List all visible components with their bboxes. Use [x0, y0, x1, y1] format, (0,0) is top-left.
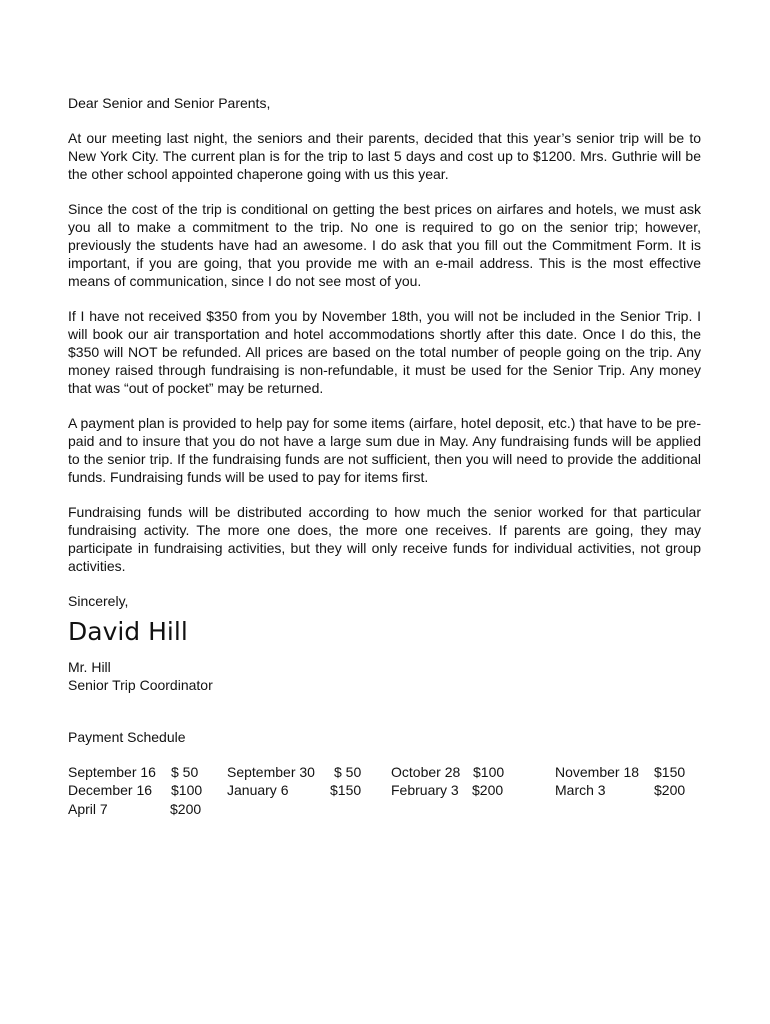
schedule-date: April 7: [68, 801, 108, 817]
schedule-amount: $150: [654, 764, 686, 780]
paragraph-5: Fundraising funds will be distributed according to how much the senior worked for that particular fundraising activity. The more one does, the more one receives. If parents are going, they may participate in fundraising activities, but they will only receive funds for individual activities, not group activities.: [68, 504, 701, 574]
signer-title: Senior Trip Coordinator: [68, 677, 213, 693]
schedule-amount: $ 50: [334, 764, 362, 780]
schedule-amount: $200: [170, 801, 202, 817]
payment-schedule-title: Payment Schedule: [68, 729, 186, 745]
schedule-date: December 16: [68, 782, 153, 798]
paragraph-1: At our meeting last night, the seniors and their parents, decided that this year’s senior trip will be to New York City. The current plan is for the trip to last 5 days and cost up to $1200. Mrs. Guthrie will be the other school appointed chaperone going with us this year.: [68, 130, 701, 182]
signer-name: Mr. Hill: [68, 659, 111, 675]
paragraph-2: Since the cost of the trip is conditional on getting the best prices on airfares and hotels, we must ask you all to make a commitment to the trip. No one is required to go on the senior trip; however, previously the students have had an awesome. I do ask that you fill out the Commitment Form. It is important, if you are going, that you provide me with an e-mail address. This is the most effective means of communication, since I do not see most of you.: [68, 201, 701, 289]
schedule-date: October 28: [391, 764, 461, 780]
schedule-amount: $200: [472, 782, 504, 798]
schedule-date: September 16: [68, 764, 156, 780]
letter-body: [68, 94, 701, 819]
payment-schedule-table: [68, 763, 701, 819]
paragraph-4: A payment plan is provided to help pay for some items (airfare, hotel deposit, etc.) that have to be pre-paid and to insure that you do not have a large sum due in May. Any fundraising funds will be applied to the senior trip. If the fundraising funds are not sufficient, then you will need to provide the additional funds. Fundraising funds will be used to pay for items first.: [68, 415, 701, 485]
closing: Sincerely,: [68, 593, 129, 609]
signature: David Hill: [68, 617, 188, 646]
schedule-amount: $200: [654, 782, 686, 798]
schedule-date: February 3: [391, 782, 459, 798]
schedule-date: September 30: [227, 764, 315, 780]
greeting: Dear Senior and Senior Parents,: [68, 95, 271, 111]
schedule-amount: $100: [473, 764, 505, 780]
schedule-amount: $ 50: [171, 764, 199, 780]
schedule-date: March 3: [555, 782, 606, 798]
schedule-amount: $100: [171, 782, 203, 798]
schedule-amount: $150: [330, 782, 362, 798]
paragraph-3: If I have not received $350 from you by November 18th, you will not be included in the Senior Trip. I will book our air transportation and hotel accommodations shortly after this date. Once I do this, the $350 will NOT be refunded. All prices are based on the total number of people going on the trip. Any money raised through fundraising is non-refundable, it must be used for the Senior Trip. Any money that was “out of pocket” may be returned.: [68, 308, 701, 396]
schedule-date: January 6: [227, 782, 289, 798]
schedule-date: November 18: [555, 764, 640, 780]
